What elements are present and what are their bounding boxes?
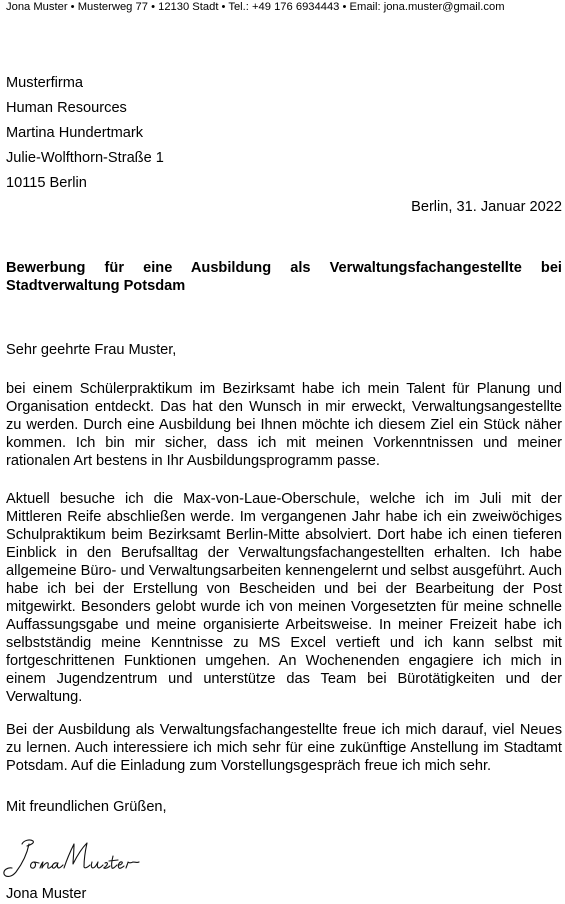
recipient-street: Julie-Wolfthorn-Straße 1	[6, 150, 164, 166]
closing: Mit freundlichen Grüßen,	[6, 799, 167, 815]
sender-header-line: Jona Muster • Musterweg 77 • 12130 Stadt • Tel.: +49 176 6934443 • Email: jona.muster@gmail.com	[6, 1, 505, 13]
letter-subject: Bewerbung für eine Ausbildung als Verwaltungsfachangestellte bei Stadtverwaltung Potsdam	[6, 260, 562, 294]
salutation: Sehr geehrte Frau Muster,	[6, 342, 177, 358]
recipient-department: Human Resources	[6, 100, 127, 116]
signature-name: Jona Muster	[6, 886, 87, 902]
recipient-person: Martina Hundertmark	[6, 125, 144, 141]
letter-date: Berlin, 31. Januar 2022	[411, 199, 562, 215]
recipient-company: Musterfirma	[6, 75, 84, 91]
body-paragraph-3: Bei der Ausbildung als Verwaltungsfachangestellte freue ich mich darauf, viel Neues zu lernen. Auch interessiere ich mich sehr für eine zukünftige Anstellung im Stadtamt Potsdam. Auf die Einladung zum Vorstellungsgespräch freue ich mich sehr.	[6, 722, 562, 774]
recipient-city: 10115 Berlin	[6, 175, 87, 191]
body-paragraph-2: Aktuell besuche ich die Max-von-Laue-Oberschule, welche ich im Juli mit der Mittleren Reife abschließen werde. Im vergangenen Jahr habe ich ein zweiwöchiges Schulpraktikum beim Bezirksamt Berlin-Mitte absolviert. Dort habe ich einen tieferen Einblick in den Berufsalltag der Verwaltungsfachangestellten erhalten. Ich habe allgemeine Büro- und Verwaltungsarbeiten kennengelernt und selbst ausgeführt. Auch habe ich bei der Erstellung von Bescheiden und bei der Bearbeitung der Post mitgewirkt. Besonders gelobt wurde ich von meinen Vorgesetzten für meine schnelle Auffassungsgabe und meine organisierte Arbeitsweise. In meiner Freizeit habe ich selbstständig meine Kenntnisse zu MS Excel vertieft und ich kann selbst mit fortgeschrittenen Funktionen umgehen. An Wochenenden engagiere ich mich in einem Jugendzentrum und unterstütze das Team bei Bürotätigkeiten und der Verwaltung.	[6, 491, 562, 705]
recipient-address	[6, 71, 164, 196]
letter-page	[6, 0, 562, 904]
handwritten-signature	[0, 832, 146, 882]
body-paragraph-1: bei einem Schülerpraktikum im Bezirksamt habe ich mein Talent für Planung und Organisation entdeckt. Das hat den Wunsch in mir erweckt, Verwaltungsangestellte zu werden. Durch eine Ausbildung bei Ihnen möchte ich diesem Ziel ein Stück näher kommen. Ich bin mir sicher, dass ich mit meinen Vorkenntnissen und meiner rationalen Art bestens in Ihr Ausbildungsprogramm passe.	[6, 381, 562, 469]
